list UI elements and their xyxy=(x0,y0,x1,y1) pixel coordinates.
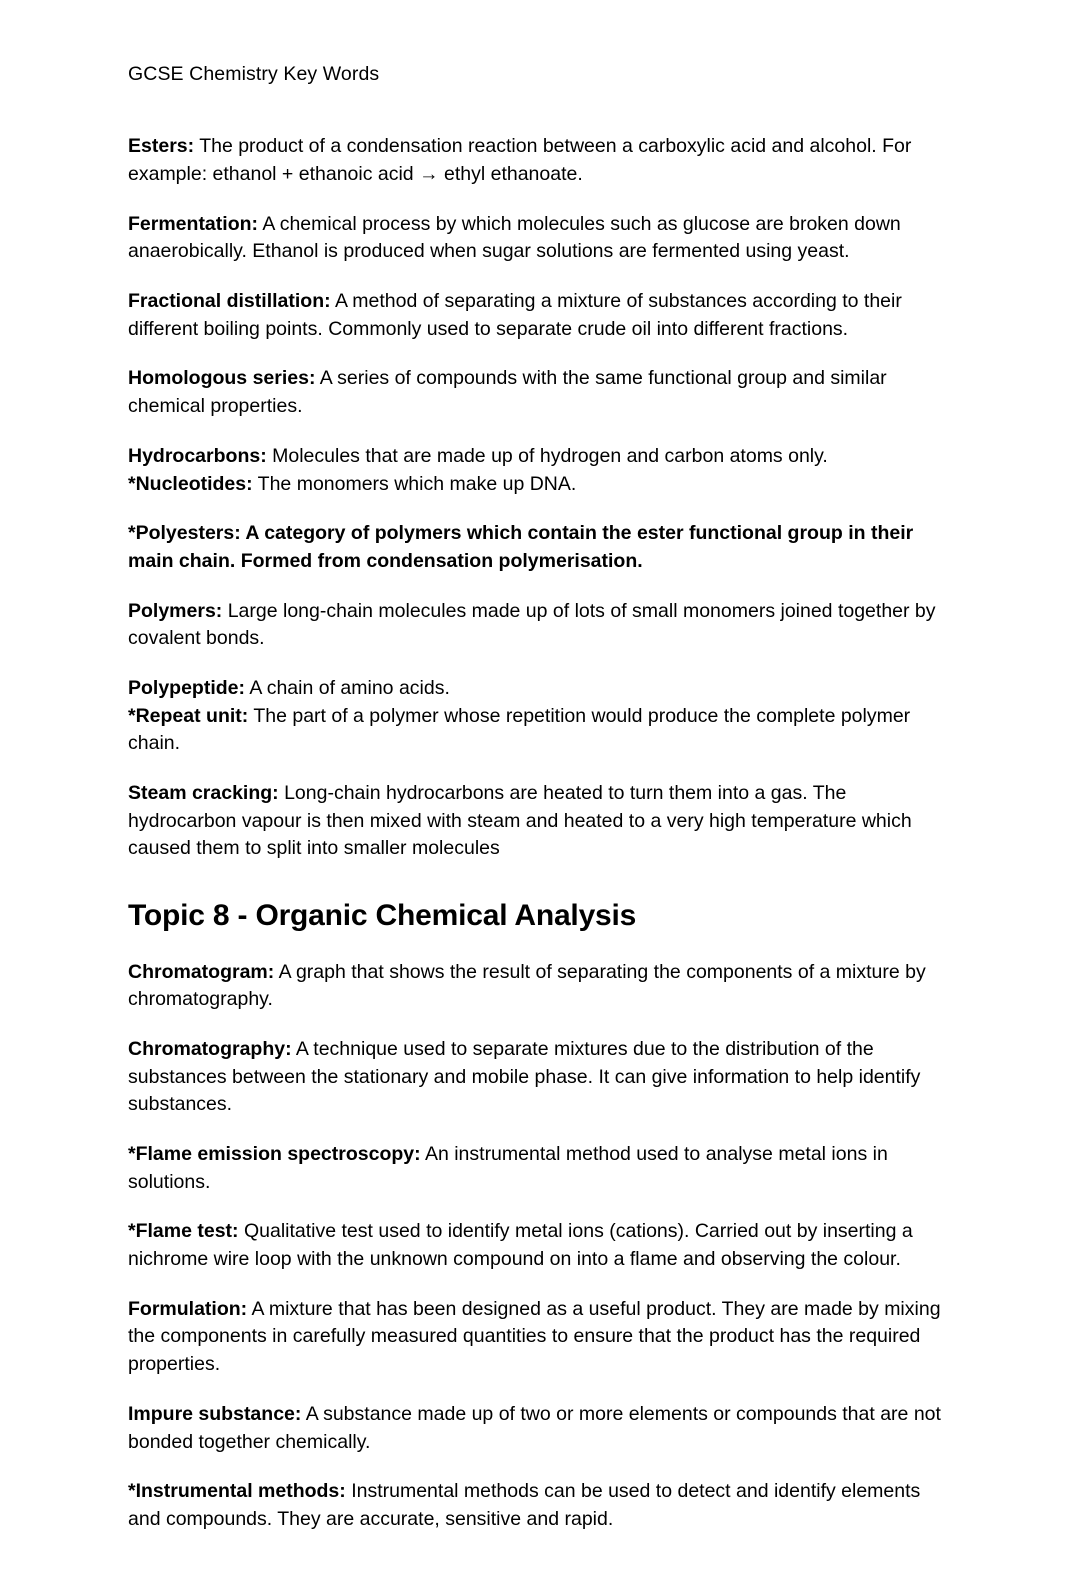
glossary-entry xyxy=(128,365,946,420)
glossary-term: Fermentation: xyxy=(128,212,259,235)
glossary-entry xyxy=(128,520,946,575)
glossary-entry xyxy=(128,443,946,498)
glossary-definition: A substance made up of two or more elements or compounds that are not bonded together chemically. xyxy=(128,1402,941,1453)
glossary-term: Polypeptide: xyxy=(128,676,246,699)
glossary-definition: A mixture that has been designed as a useful product. They are made by mixing the components in carefully measured quantities to ensure that the product has the required properties. xyxy=(128,1297,941,1376)
glossary-entry xyxy=(128,1296,946,1379)
document-header: GCSE Chemistry Key Words xyxy=(128,63,380,85)
glossary-definition: A category of polymers which contain the ester functional group in their main chain. Formed from condensation polymerisation. xyxy=(128,522,914,572)
glossary-entry xyxy=(128,598,946,653)
glossary-term-secondary: *Repeat unit: xyxy=(128,704,249,727)
glossary-entry xyxy=(128,959,946,1014)
glossary-term: Homologous series: xyxy=(128,367,316,390)
glossary-definition: An instrumental method used to analyse metal ions in solutions. xyxy=(128,1143,888,1193)
glossary-term: Steam cracking: xyxy=(128,782,279,805)
glossary-entry xyxy=(128,1036,946,1119)
glossary-definition: Molecules that are made up of hydrogen and carbon atoms only. xyxy=(266,444,828,467)
section-title: Topic 8 - Organic Chemical Analysis xyxy=(128,899,637,933)
glossary-definition: Large long-chain molecules made up of lots of small monomers joined together by covalent bonds. xyxy=(128,599,936,650)
glossary-definition: A series of compounds with the same functional group and similar chemical properties. xyxy=(128,367,887,418)
glossary-term: Fractional distillation: xyxy=(128,290,331,313)
glossary-entry xyxy=(128,675,946,758)
glossary-term: Chromatography: xyxy=(128,1037,292,1060)
glossary-term: Esters: xyxy=(128,135,195,158)
glossary-entry xyxy=(128,1478,946,1533)
glossary-term: *Instrumental methods: xyxy=(128,1480,346,1503)
glossary-term: Impure substance: xyxy=(128,1402,302,1425)
glossary-entry xyxy=(128,211,946,266)
glossary-definition: The product of a condensation reaction between a carboxylic acid and alcohol. For example: ethanol + ethanoic acid → ethyl ethanoate. xyxy=(128,135,912,186)
glossary-term-secondary: *Nucleotides: xyxy=(128,472,253,495)
glossary-entry xyxy=(128,1218,946,1273)
glossary-term: *Flame test: xyxy=(128,1220,239,1243)
glossary-entry xyxy=(128,780,946,863)
glossary-term: Hydrocarbons: xyxy=(128,444,267,467)
glossary-entry xyxy=(128,1401,946,1456)
glossary-definition: A method of separating a mixture of substances according to their different boiling points. Commonly used to separate crude oil into different fractions. xyxy=(128,290,902,340)
glossary-definition: A chain of amino acids. xyxy=(245,676,450,699)
glossary-entry xyxy=(128,288,946,343)
glossary-definition: A chemical process by which molecules such as glucose are broken down anaerobically. Ethanol is produced when sugar solutions are fermented using yeast. xyxy=(128,212,901,263)
glossary-term: Chromatogram: xyxy=(128,960,275,983)
glossary-term: *Polyesters: xyxy=(128,522,241,545)
glossary-entry xyxy=(128,1141,946,1196)
glossary-entry xyxy=(128,133,946,188)
glossary-term: Formulation: xyxy=(128,1297,248,1320)
glossary-definition: A technique used to separate mixtures due to the distribution of the substances between the stationary and mobile phase. It can give information to help identify substances. xyxy=(128,1037,921,1116)
glossary-definition-secondary: The monomers which make up DNA. xyxy=(252,472,577,495)
glossary-definition-secondary: The part of a polymer whose repetition would produce the complete polymer chain. xyxy=(128,704,911,755)
glossary-term: Polymers: xyxy=(128,599,223,622)
glossary-definition: Long-chain hydrocarbons are heated to turn them into a gas. The hydrocarbon vapour is then mixed with steam and heated to a very high temperature which caused them to split into smaller molecules xyxy=(128,782,912,860)
glossary-definition: Qualitative test used to identify metal ions (cations). Carried out by inserting a nichrome wire loop with the unknown compound on into a flame and observing the colour. xyxy=(128,1220,913,1271)
glossary-term: *Flame emission spectroscopy: xyxy=(128,1143,421,1166)
glossary-definition: Instrumental methods can be used to detect and identify elements and compounds. They are accurate, sensitive and rapid. xyxy=(128,1480,921,1530)
glossary-definition: A graph that shows the result of separating the components of a mixture by chromatography. xyxy=(128,960,926,1011)
